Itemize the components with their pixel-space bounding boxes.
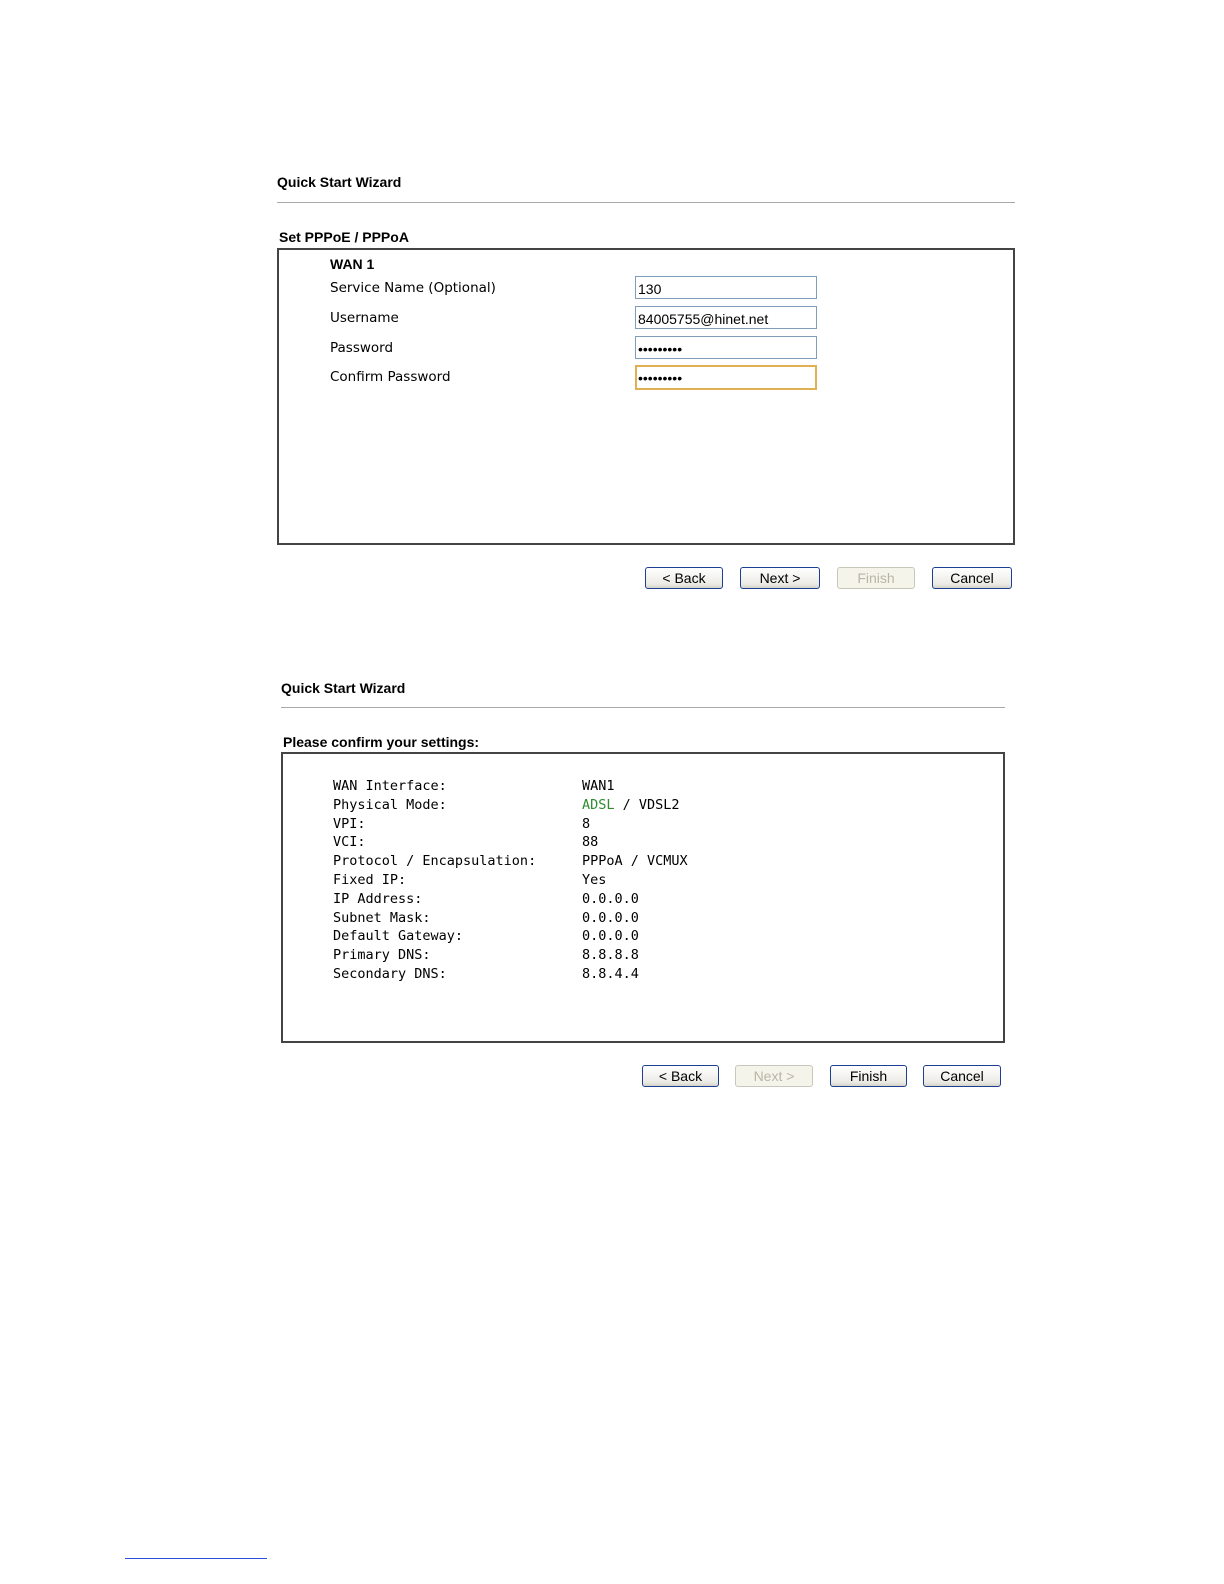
vpi-value: 8 xyxy=(582,815,591,832)
vci-label: VCI: xyxy=(333,834,366,851)
fixed-ip-label: Fixed IP: xyxy=(333,871,407,888)
default-gateway-label: Default Gateway: xyxy=(333,928,464,945)
back-button[interactable]: < Back xyxy=(645,567,723,589)
fixed-ip-value: Yes xyxy=(582,871,607,888)
wan-interface-label: WAN Interface: xyxy=(333,778,447,794)
default-gateway-value: 0.0.0.0 xyxy=(582,928,639,945)
back-button[interactable]: < Back xyxy=(642,1065,719,1087)
subnet-mask-label: Subnet Mask: xyxy=(333,909,431,926)
subnet-mask-value: 0.0.0.0 xyxy=(582,909,639,926)
wizard-title: Quick Start Wizard xyxy=(281,680,406,696)
physical-mode-value xyxy=(582,796,882,815)
secondary-dns-label: Secondary DNS: xyxy=(333,965,447,982)
protocol-value: PPPoA / VCMUX xyxy=(582,853,688,870)
protocol-label: Protocol / Encapsulation: xyxy=(333,853,537,870)
physical-mode-other: VDSL2 xyxy=(638,796,680,813)
pppoe-settings-box xyxy=(277,248,1015,545)
cancel-button[interactable]: Cancel xyxy=(923,1065,1001,1087)
confirm-password-label: Confirm Password xyxy=(330,369,451,385)
service-name-input[interactable] xyxy=(635,276,817,299)
cancel-button[interactable]: Cancel xyxy=(932,567,1012,589)
physical-mode-active: ADSL xyxy=(582,796,615,813)
section-title: Please confirm your settings: xyxy=(283,734,480,750)
footnote-separator xyxy=(125,1558,267,1559)
ip-address-value: 0.0.0.0 xyxy=(582,890,639,907)
next-button[interactable]: Next > xyxy=(740,567,820,589)
service-name-label: Service Name (Optional) xyxy=(330,280,496,296)
password-input[interactable] xyxy=(635,336,817,359)
primary-dns-value: 8.8.8.8 xyxy=(582,947,639,964)
vpi-label: VPI: xyxy=(333,815,366,832)
title-divider xyxy=(281,707,1005,708)
primary-dns-label: Primary DNS: xyxy=(333,947,431,964)
confirm-settings-box xyxy=(281,752,1005,1043)
username-input[interactable] xyxy=(635,306,817,329)
wizard-title: Quick Start Wizard xyxy=(277,174,402,190)
next-button-disabled: Next > xyxy=(735,1065,813,1087)
finish-button[interactable]: Finish xyxy=(830,1065,907,1087)
secondary-dns-value: 8.8.4.4 xyxy=(582,965,639,982)
physical-mode-label: Physical Mode: xyxy=(333,796,447,813)
settings-labels xyxy=(333,777,583,984)
settings-values xyxy=(582,777,882,984)
section-title: Set PPPoE / PPPoA xyxy=(279,229,409,245)
username-label: Username xyxy=(330,310,399,326)
title-divider xyxy=(277,202,1015,203)
physical-mode-separator: / xyxy=(614,796,639,813)
confirm-password-input[interactable] xyxy=(635,365,817,390)
vci-value: 88 xyxy=(582,834,599,851)
wan-label: WAN 1 xyxy=(330,256,375,272)
wan-interface-value: WAN1 xyxy=(582,778,615,794)
finish-button-disabled: Finish xyxy=(837,567,915,589)
password-label: Password xyxy=(330,340,394,356)
ip-address-label: IP Address: xyxy=(333,890,423,907)
